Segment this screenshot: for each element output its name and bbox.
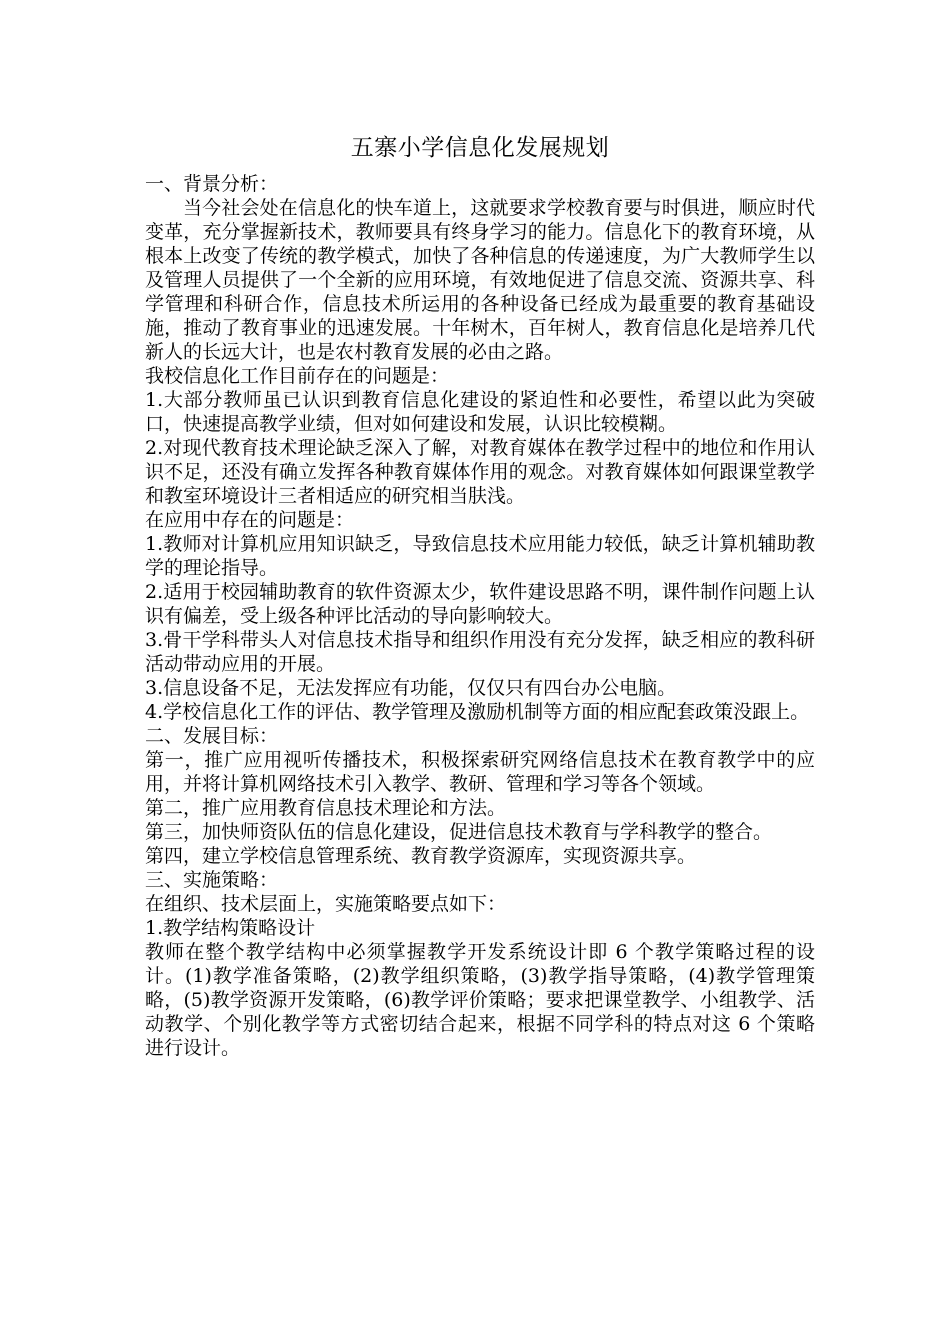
body-paragraph: 第二，推广应用教育信息技术理论和方法。 (145, 797, 507, 819)
body-paragraph: 1.教师对计算机应用知识缺乏，导致信息技术应用能力较低，缺乏计算机辅助教学的理论指导。 (145, 533, 815, 579)
body-paragraph: 2.对现代教育技术理论缺乏深入了解，对教育媒体在教学过程中的地位和作用认识不足，还没有确立发挥各种教育媒体作用的观念。对教育媒体如何跟课堂教学和教室环境设计三者相适应的研究相当肤浅。 (145, 437, 815, 507)
body-paragraph: 3.信息设备不足，无法发挥应有功能，仅仅只有四台办公电脑。 (145, 677, 677, 699)
body-paragraph: 1.大部分教师虽已认识到教育信息化建设的紧迫性和必要性，希望以此为突破口，快速提高教学业绩，但对如何建设和发展，认识比较模糊。 (145, 389, 815, 435)
body-paragraph: 在应用中存在的问题是： (145, 509, 355, 531)
body-paragraph: 二、发展目标： (145, 725, 279, 747)
body-paragraph: 4.学校信息化工作的评估、教学管理及激励机制等方面的相应配套政策没跟上。 (145, 701, 810, 723)
document-title: 五寨小学信息化发展规划 (350, 135, 610, 161)
body-paragraph: 教师在整个教学结构中必须掌握教学开发系统设计即 6 个教学策略过程的设计。(1)教学准备策略，(2)教学组织策略，(3)教学指导策略，(4)教学管理策略，(5)教学资源开发策略，(6)教学评价策略；要求把课堂教学、小组教学、活动教学、个别化教学等方式密切结合起来，根据不同学科的特点对这 6 个策略进行设计。 (145, 941, 815, 1059)
body-paragraph: 在组织、技术层面上，实施策略要点如下： (145, 893, 507, 915)
document-page (145, 130, 815, 1060)
body-paragraph: 一、背景分析： (145, 173, 279, 195)
body-paragraph: 3.骨干学科带头人对信息技术指导和组织作用没有充分发挥，缺乏相应的教科研活动带动应用的开展。 (145, 629, 815, 675)
body-paragraph: 三、实施策略： (145, 869, 279, 891)
body-paragraph: 1.教学结构策略设计 (145, 917, 316, 939)
body-paragraph: 我校信息化工作目前存在的问题是： (145, 365, 450, 387)
body-paragraph: 2.适用于校园辅助教育的软件资源太少，软件建设思路不明，课件制作问题上认识有偏差，受上级各种评比活动的导向影响较大。 (145, 581, 815, 627)
body-paragraph: 第一，推广应用视听传播技术，积极探索研究网络信息技术在教育教学中的应用，并将计算机网络技术引入教学、教研、管理和学习等各个领域。 (145, 749, 815, 795)
body-paragraph: 当今社会处在信息化的快车道上，这就要求学校教育要与时俱进，顺应时代变革，充分掌握新技术，教师要具有终身学习的能力。信息化下的教育环境，从根本上改变了传统的教学模式，加快了各种信息的传递速度，为广大教师学生以及管理人员提供了一个全新的应用环境，有效地促进了信息交流、资源共享、科学管理和科研合作，信息技术所运用的各种设备已经成为最重要的教育基础设施，推动了教育事业的迅速发展。十年树木，百年树人，教育信息化是培养几代新人的长远大计，也是农村教育发展的必由之路。 (145, 197, 815, 363)
document-body (145, 172, 815, 1060)
body-paragraph: 第三，加快师资队伍的信息化建设，促进信息技术教育与学科教学的整合。 (145, 821, 773, 843)
body-paragraph: 第四，建立学校信息管理系统、教育教学资源库，实现资源共享。 (145, 845, 697, 867)
